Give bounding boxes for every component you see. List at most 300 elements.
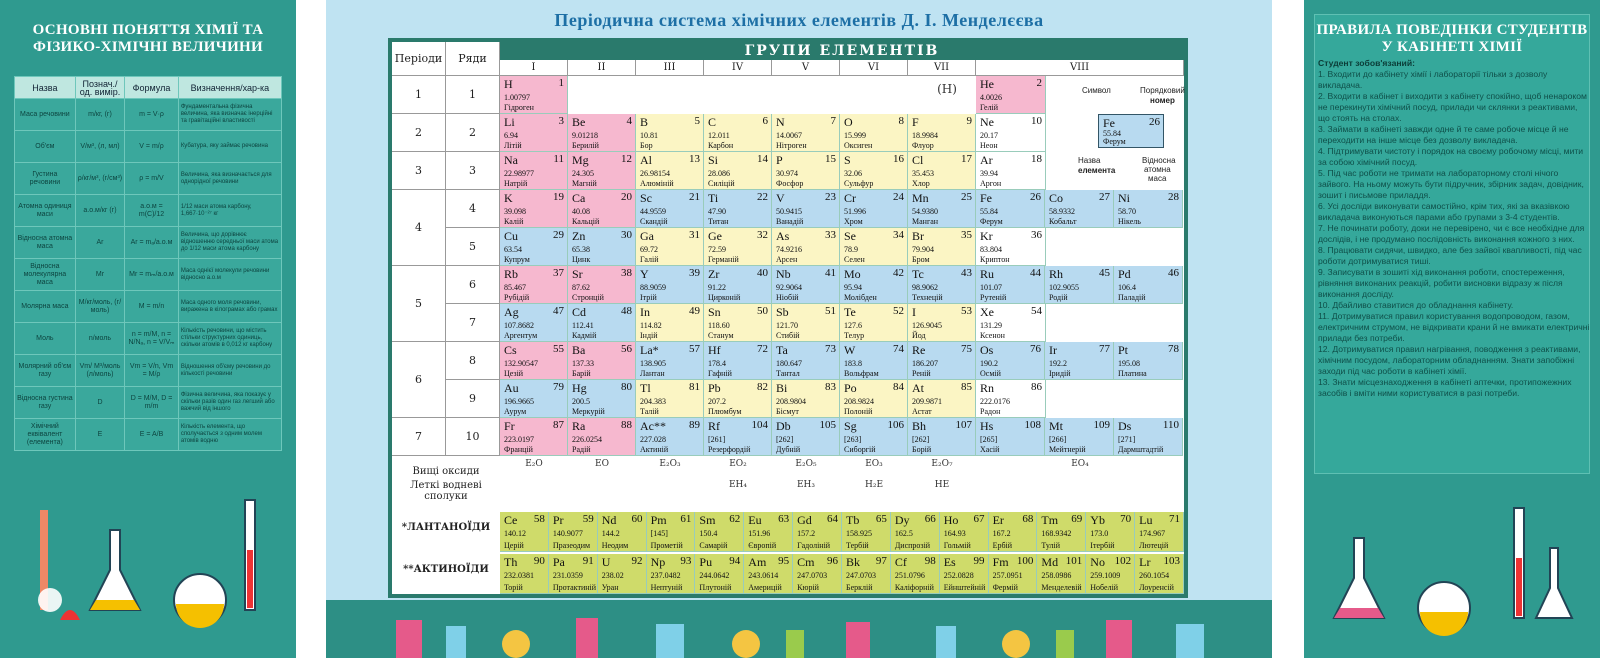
element-number: 10 (1031, 115, 1042, 127)
element-number: 32 (757, 229, 768, 241)
table-cell: Vm/ M³/моль (л/моль) (75, 355, 124, 387)
table-cell: Vm = V/n, Vm = M/ρ (125, 355, 179, 387)
element-cell (549, 554, 598, 594)
element-cell (704, 266, 772, 304)
element-number: 45 (1099, 267, 1110, 279)
element-symbol: Dy (894, 513, 910, 527)
element-symbol: Cf (894, 555, 907, 569)
table-cell: Маса одного моля речовини, виражена в кілограмах або грамах (178, 291, 281, 323)
element-symbol: Y (640, 267, 649, 281)
element-mass: 259.1009 (1090, 571, 1121, 580)
element-symbol: Hs (980, 419, 994, 433)
element-symbol: Be (572, 115, 586, 129)
element-name: Європій (748, 541, 777, 550)
element-mass: 237.0482 (650, 571, 681, 580)
element-mass: 10.81 (640, 131, 658, 140)
oxides-label: Вищі оксиди (412, 466, 480, 477)
element-symbol: Zr (708, 267, 720, 281)
element-name: Телур (844, 331, 865, 340)
element-cell (908, 304, 976, 342)
actinides-label: **АКТИНОЇДИ (403, 564, 489, 575)
element-symbol: Er (992, 513, 1004, 527)
element-cell (598, 554, 647, 594)
oxide-formula: EO₃ (865, 459, 883, 469)
element-mass: 231.0359 (552, 571, 583, 580)
element-mass: 244.0642 (699, 571, 730, 580)
periods-label: Періоди (392, 42, 446, 76)
element-mass: 12.011 (708, 131, 730, 140)
element-number: 47 (553, 305, 564, 317)
table-cell: Густина речовини (15, 163, 76, 195)
element-cell (647, 554, 696, 594)
element-number: 95 (778, 555, 790, 567)
element-number: 61 (680, 513, 692, 525)
element-number: 77 (1099, 343, 1110, 355)
legend-example-name: Ферум (1103, 137, 1126, 146)
element-name: Кюрій (797, 583, 819, 592)
element-cell (500, 304, 568, 342)
element-cell (568, 114, 636, 152)
element-cell (1114, 342, 1183, 380)
element-cell (1037, 554, 1086, 594)
element-mass: 144.2 (601, 529, 620, 538)
table-row (15, 195, 282, 227)
element-cell (1045, 342, 1114, 380)
concepts-header (15, 77, 282, 99)
hydride-formula: EH₄ (728, 480, 748, 490)
element-cell (704, 114, 772, 152)
element-mass: 140.12 (504, 529, 526, 538)
element-name: Скандій (640, 217, 668, 226)
element-mass: 74.9216 (776, 245, 802, 254)
element-mass: 131.29 (980, 321, 1002, 330)
element-number: 37 (553, 267, 564, 279)
element-number: 94 (729, 555, 741, 567)
element-symbol: Ni (1118, 191, 1130, 205)
element-mass: 127.6 (844, 321, 862, 330)
element-name: Актиній (640, 445, 669, 454)
element-number: 72 (757, 343, 768, 355)
element-symbol: N (776, 115, 785, 129)
element-symbol: Tc (912, 267, 924, 281)
element-symbol: Rn (980, 381, 995, 395)
element-symbol: Pb (708, 381, 721, 395)
element-symbol: Mn (912, 191, 929, 205)
element-symbol: Pa (552, 555, 565, 569)
element-name: Стибій (776, 331, 800, 340)
element-mass: 102.9055 (1049, 283, 1079, 292)
element-name: Астат (912, 407, 932, 416)
element-name: Бісмут (776, 407, 799, 416)
element-symbol: Cm (797, 555, 815, 569)
element-symbol: Mo (844, 267, 861, 281)
element-number: 27 (1099, 191, 1110, 203)
element-symbol: Cr (844, 191, 856, 205)
row-number: 9 (446, 380, 500, 418)
table-cell: M/кг/моль, (г/моль) (75, 291, 124, 323)
element-cell (976, 342, 1045, 380)
element-number: 35 (961, 229, 972, 241)
table-row (15, 163, 282, 195)
element-mass: 252.0828 (943, 571, 974, 580)
element-cell (840, 304, 908, 342)
element-mass: 85.467 (504, 283, 526, 292)
element-cell (772, 190, 840, 228)
table-cell: Молярний об'єм газу (15, 355, 76, 387)
element-symbol: Yb (1090, 513, 1105, 527)
element-number: 46 (1168, 267, 1179, 279)
element-mass: 207.2 (708, 397, 726, 406)
element-symbol: Co (1049, 191, 1064, 205)
table-cell: M = m/n (125, 291, 179, 323)
element-number: 40 (757, 267, 768, 279)
element-name: Кальцій (572, 217, 600, 226)
element-name: Цинк (572, 255, 591, 264)
element-name: Нептуній (650, 583, 683, 592)
element-cell (704, 380, 772, 418)
element-symbol: Pt (1118, 343, 1129, 357)
table-cell: Кількість речовини, що містить стільки структурних одиниць, скільки атомів в 0,012 кг карбону (178, 323, 281, 355)
hydrides-label: Леткі водневі сполуки (410, 480, 482, 502)
element-name: Цезій (504, 369, 524, 378)
element-cell (1114, 190, 1183, 228)
element-cell (704, 152, 772, 190)
legend-symbol: Символ (1082, 86, 1111, 95)
element-cell (908, 114, 976, 152)
period-number: 4 (392, 190, 446, 266)
element-name: Резерфордій (708, 445, 751, 454)
element-mass: 164.93 (943, 529, 966, 538)
element-number: 7 (830, 115, 836, 127)
element-number: 98 (924, 555, 936, 567)
legend-order: Порядковий (1140, 86, 1185, 95)
element-mass: 208.9824 (844, 397, 874, 406)
rules-list (1318, 58, 1590, 399)
element-mass: 106.4 (1118, 283, 1136, 292)
element-name: Ксенон (980, 331, 1005, 340)
element-cell (636, 342, 704, 380)
element-cell (1114, 266, 1183, 304)
element-number: 63 (778, 513, 790, 525)
table-cell: m = V·ρ (125, 99, 179, 131)
rule-item: 8. Працювати сидячи, швидко, але без зайвої квапливості, під час роботи дотримуватися тиші. (1318, 245, 1582, 266)
element-mass: 168.9342 (1041, 529, 1072, 538)
element-number: 78 (1168, 343, 1179, 355)
element-symbol: Al (640, 153, 652, 167)
concepts-table (14, 76, 282, 451)
table-cell: Mr = mₘ/a.o.м (125, 259, 179, 291)
element-number: 99 (973, 555, 985, 567)
element-cell (568, 152, 636, 190)
element-cell (568, 380, 636, 418)
element-symbol: Bh (912, 419, 927, 433)
element-cell (891, 554, 940, 594)
element-cell (636, 152, 704, 190)
element-cell (500, 152, 568, 190)
element-symbol: S (844, 153, 851, 167)
element-number: 41 (825, 267, 836, 279)
element-cell (500, 228, 568, 266)
element-cell (840, 114, 908, 152)
element-symbol: Ac** (640, 419, 666, 433)
element-name: Каліфорній (894, 583, 934, 592)
element-mass: 137.33 (572, 359, 594, 368)
oxide-formula: E₂O (525, 459, 543, 469)
element-mass: 78.9 (844, 245, 858, 254)
element-number: 110 (1162, 419, 1179, 431)
element-symbol: Ce (504, 513, 518, 527)
element-mass: 247.0703 (846, 571, 876, 580)
rule-item: 2. Входити в кабінет і виходити з кабінету спокійно, щоб ненароком не перекинути хімічний посуд, прилади чи склянки з реактивами, що стоять на столах. (1318, 91, 1587, 123)
rule-item: 6. Усі досліди виконувати самостійно, крім тих, які за вказівкою викладача виконуються парами або групами з 3-4 студентів. (1318, 201, 1570, 222)
element-mass: 20.17 (980, 131, 998, 140)
legend-example-cell (1098, 114, 1164, 148)
element-number: 108 (1024, 419, 1041, 431)
element-mass: 232.0381 (504, 571, 534, 580)
element-symbol: I (912, 305, 916, 319)
element-number: 53 (961, 305, 972, 317)
element-symbol: Br (912, 229, 924, 243)
element-symbol: Cl (912, 153, 924, 167)
element-mass: 30.974 (776, 169, 798, 178)
concepts-header-0: Назва (15, 77, 76, 99)
element-mass: [263] (844, 435, 862, 444)
element-name: Індій (640, 331, 658, 340)
element-number: 58 (533, 513, 545, 525)
element-number: 34 (893, 229, 904, 241)
element-cell (940, 512, 989, 552)
element-number: 22 (757, 191, 768, 203)
element-cell (908, 380, 976, 418)
element-name: Самарій (699, 541, 728, 550)
element-number: 43 (961, 267, 972, 279)
element-cell (1135, 554, 1184, 594)
element-name: Плутоній (699, 583, 732, 592)
element-symbol: Lu (1139, 513, 1153, 527)
element-cell (840, 152, 908, 190)
element-number: 75 (961, 343, 972, 355)
element-number: 3 (558, 115, 564, 127)
element-mass: 238.02 (601, 571, 624, 580)
element-symbol: B (640, 115, 649, 129)
element-mass: 54.9380 (912, 207, 938, 216)
element-mass: 173.0 (1090, 529, 1109, 538)
rule-item: 7. Не починати роботу, доки не перевірено, чи є все необхідне для дослідів, і не продумано послідовність виконання кожного з них. (1318, 223, 1585, 244)
table-row (15, 227, 282, 259)
rule-item: 11. Дотримуватися правил користування водопроводом, газом, електричним струмом, не відкривати крани й не вмикати електричні прилади без потреби. (1318, 311, 1590, 343)
element-name: Флуор (912, 141, 934, 150)
element-symbol: Te (844, 305, 856, 319)
element-cell (976, 304, 1046, 342)
element-mass: 132.90547 (504, 359, 538, 368)
element-symbol: Re (912, 343, 926, 357)
element-mass: 150.4 (699, 529, 718, 538)
element-number: 89 (689, 419, 700, 431)
element-name: Тулій (1041, 541, 1061, 550)
element-number: 44 (1030, 267, 1041, 279)
element-name: Ербій (992, 541, 1013, 550)
element-mass: 190.2 (980, 359, 998, 368)
element-mass: 186.207 (912, 359, 938, 368)
element-mass: [145] (650, 529, 668, 538)
table-row (15, 131, 282, 163)
element-symbol: Tm (1041, 513, 1059, 527)
element-mass: 15.999 (844, 131, 866, 140)
element-mass: 121.70 (776, 321, 798, 330)
table-cell: Відносна густина газу (15, 387, 76, 419)
element-number: 21 (689, 191, 700, 203)
element-cell (840, 190, 908, 228)
element-symbol: H (504, 77, 513, 91)
element-symbol: Ti (708, 191, 719, 205)
element-name: Меркурій (572, 407, 605, 416)
element-number: 68 (1022, 513, 1034, 525)
element-cell (500, 190, 568, 228)
legend-example-symbol: Fe (1103, 116, 1115, 130)
table-cell: Відносна атомна маса (15, 227, 76, 259)
element-symbol: V (776, 191, 785, 205)
element-symbol: Es (943, 555, 956, 569)
element-symbol: Os (980, 343, 994, 357)
element-name: Хасій (980, 445, 1000, 454)
element-mass: 22.98977 (504, 169, 534, 178)
element-cell (704, 228, 772, 266)
element-mass: 174.967 (1139, 529, 1166, 538)
right-panel (1304, 0, 1600, 658)
element-cell (772, 342, 840, 380)
element-name: Манган (912, 217, 939, 226)
element-name: Оксиген (844, 141, 873, 150)
element-number: 81 (689, 381, 700, 393)
group-header-7: VIII (976, 60, 1184, 76)
element-cell (772, 266, 840, 304)
element-symbol: Hg (572, 381, 587, 395)
element-mass: 51.996 (844, 207, 866, 216)
center-title: Періодична система хімічних елементів Д. І. Менделєєва (554, 10, 1044, 30)
period-number: 1 (392, 76, 446, 114)
element-name: Гелій (980, 103, 999, 112)
element-symbol: Ta (776, 343, 788, 357)
element-number: 97 (875, 555, 887, 567)
element-mass: 260.1054 (1139, 571, 1170, 580)
element-mass: 251.0796 (894, 571, 925, 580)
element-number: 73 (825, 343, 836, 355)
table-cell: ρ = m/V (125, 163, 179, 195)
group-header-3: IV (704, 60, 772, 76)
element-symbol: Sb (776, 305, 789, 319)
element-symbol: Ca (572, 191, 586, 205)
element-cell (842, 512, 891, 552)
hydride-formula: EH₃ (796, 480, 816, 490)
element-number: 59 (582, 513, 594, 525)
concepts-body (15, 99, 282, 451)
element-mass: 28.086 (708, 169, 730, 178)
element-mass: [266] (1049, 435, 1067, 444)
element-mass: 6.94 (504, 131, 518, 140)
element-number: 62 (729, 513, 741, 525)
hydride-formula: HE (934, 480, 950, 490)
element-number: 12 (621, 153, 632, 165)
element-name: Берклій (846, 583, 873, 592)
element-mass: 222.0176 (980, 397, 1010, 406)
element-name: Магній (572, 179, 597, 188)
element-symbol: W (844, 343, 856, 357)
group-header-4: V (772, 60, 840, 76)
element-number: 91 (582, 555, 594, 567)
element-mass: 79.904 (912, 245, 934, 254)
element-mass: 257.0951 (992, 571, 1023, 580)
element-mass: 65.38 (572, 245, 590, 254)
element-name: Кобальт (1049, 217, 1077, 226)
element-symbol: Bk (846, 555, 861, 569)
element-number: 66 (924, 513, 936, 525)
table-cell: n/моль (75, 323, 124, 355)
legend-name: Назва (1078, 156, 1101, 165)
element-name: Торій (504, 583, 523, 592)
element-name: Протактиній (552, 583, 597, 592)
element-cell (976, 228, 1046, 266)
element-name: Сиборгій (844, 445, 876, 454)
element-number: 84 (893, 381, 904, 393)
element-symbol: O (844, 115, 853, 129)
element-mass: 24.305 (572, 169, 594, 178)
element-symbol: Ra (572, 419, 586, 433)
element-cell (908, 190, 976, 228)
element-mass: 98.9062 (912, 283, 938, 292)
element-name: Технецій (912, 293, 943, 302)
element-number: 36 (1031, 229, 1042, 241)
element-symbol: Rf (708, 419, 720, 433)
element-name: Нобелій (1090, 583, 1119, 592)
table-cell: 1/12 маси атома карбону, 1,667·10⁻²⁷ кг (178, 195, 281, 227)
element-mass: 32.06 (844, 169, 862, 178)
table-row (15, 323, 282, 355)
element-number: 28 (1168, 191, 1179, 203)
lab-equipment-right-icon (1314, 478, 1590, 650)
table-cell: Кубатура, яку займає речовина (178, 131, 281, 163)
element-number: 79 (553, 381, 564, 393)
element-symbol: Pu (699, 555, 713, 569)
oxide-formula: EO (595, 459, 609, 469)
element-number: 14 (757, 153, 768, 165)
element-mass: 140.9077 (552, 529, 583, 538)
element-name: Лютецій (1139, 541, 1169, 550)
element-name: Купрум (504, 255, 530, 264)
concepts-header-2: Формула (125, 77, 179, 99)
element-name: Диспрозій (894, 541, 931, 550)
row-number: 6 (446, 266, 500, 304)
element-symbol: Tb (846, 513, 860, 527)
element-number: 2 (1036, 77, 1042, 89)
element-number: 54 (1031, 305, 1042, 317)
row-number: 7 (446, 304, 500, 342)
element-symbol: Cs (504, 343, 517, 357)
element-symbol: Ar (980, 153, 993, 167)
element-name: Церій (504, 541, 524, 550)
element-mass: 55.84 (980, 207, 998, 216)
group-header-1: II (568, 60, 636, 76)
element-mass: 88.9059 (640, 283, 666, 292)
element-number: 1 (558, 77, 564, 89)
element-name: Аргентум (504, 331, 538, 340)
row-number: 5 (446, 228, 500, 266)
element-name: Іридій (1049, 369, 1071, 378)
element-mass: 204.383 (640, 397, 666, 406)
table-cell: Маса однієї молекули речовини відносно а.о.м (178, 259, 281, 291)
element-symbol: Th (504, 555, 518, 569)
element-number: 52 (893, 305, 904, 317)
left-panel (0, 0, 296, 658)
